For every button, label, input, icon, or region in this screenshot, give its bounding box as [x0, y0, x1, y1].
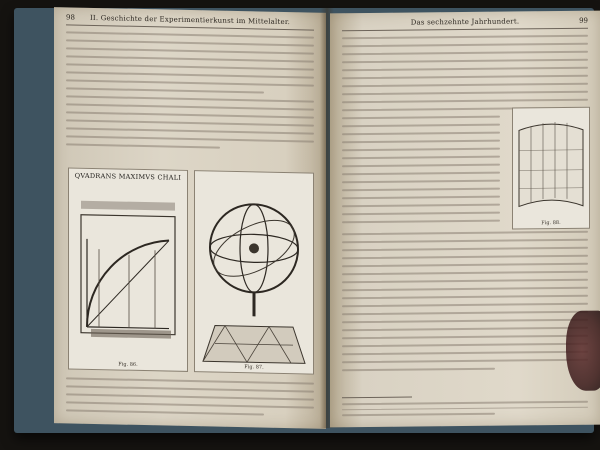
- book-cover: [14, 8, 594, 433]
- footnotes: [342, 401, 588, 420]
- right-running-title: Das sechzehnte Jahrhundert.: [410, 17, 520, 27]
- right-page-number: 99: [579, 16, 588, 25]
- left-running-title: II. Geschichte der Experimentierkunst im Mittelalter.: [89, 13, 291, 27]
- right-body-text-top: [342, 35, 588, 118]
- figure-86-caption: Fig. 86.: [118, 361, 138, 368]
- left-body-text-top: [66, 31, 314, 156]
- figure-87-caption: Fig. 87.: [244, 364, 264, 371]
- right-body-text-beside-figure: [342, 116, 500, 230]
- figure-quadrant-title: QVADRANS MAXIMVS CHALI: [74, 171, 182, 182]
- figure-armillary-sphere: [194, 170, 314, 375]
- footnote-rule: [342, 397, 412, 399]
- left-body-text-bottom: [66, 377, 314, 422]
- figure-quadrant: [68, 167, 188, 372]
- right-page: [330, 11, 600, 428]
- transversal-scale-drawing: [513, 110, 589, 219]
- armillary-drawing: [195, 175, 313, 367]
- quadrant-drawing: [69, 178, 187, 360]
- left-page: [54, 7, 326, 429]
- right-body-text-bottom: [342, 231, 588, 378]
- figure-88-caption: Fig. 88.: [541, 219, 561, 227]
- figure-transversal-scale: [512, 107, 590, 230]
- left-page-number: 98: [66, 13, 75, 22]
- hand-holding-page: [566, 311, 600, 391]
